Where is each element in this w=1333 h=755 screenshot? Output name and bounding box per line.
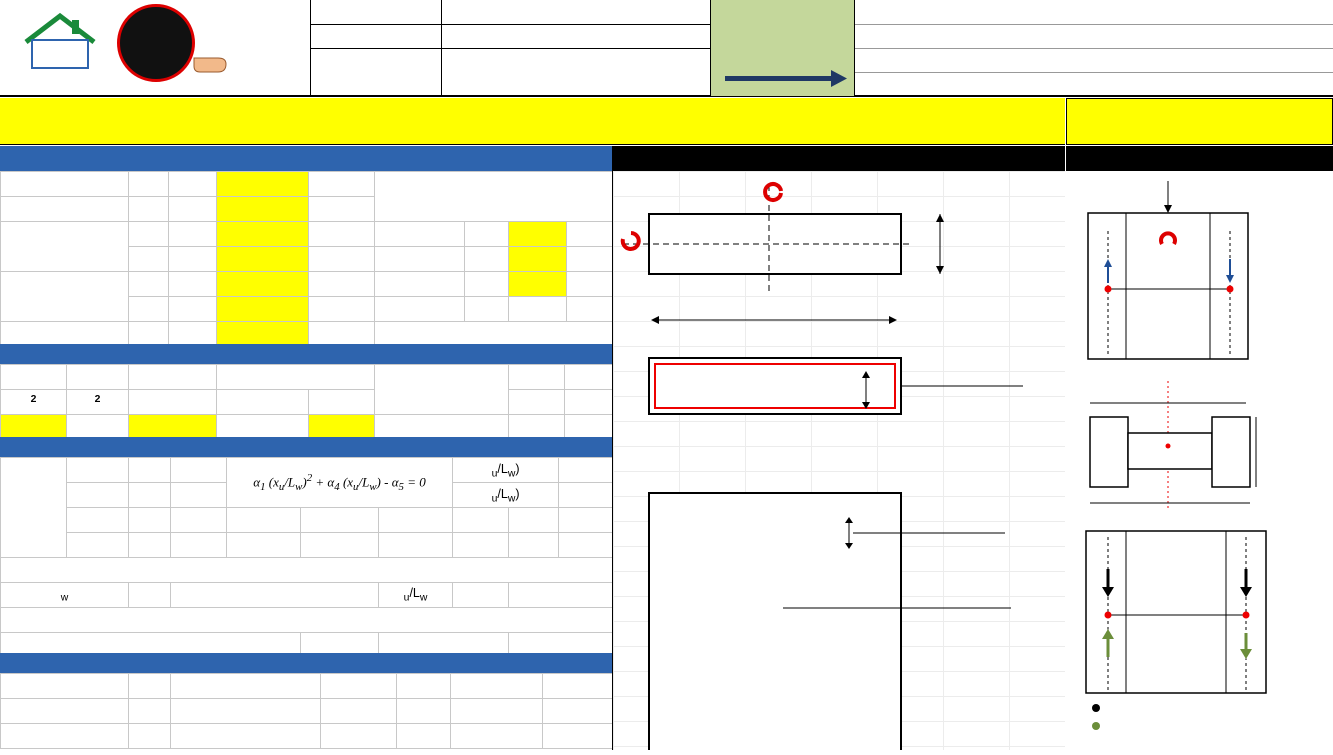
major-table — [0, 457, 613, 658]
shear-force-symbol — [129, 197, 169, 222]
alpha4-symbol — [227, 533, 301, 558]
rebar-header — [375, 365, 509, 415]
astmin-header — [67, 365, 129, 390]
beta-value — [171, 508, 227, 533]
unit-mm2: 2 — [1, 390, 67, 415]
unit-mm2: 2 — [67, 390, 129, 415]
major-heading — [0, 437, 612, 457]
shear-force-input[interactable] — [217, 197, 309, 222]
lw-symbol — [375, 222, 465, 247]
unit-n — [565, 390, 613, 415]
load-diagram-box — [1086, 531, 1266, 693]
design-moment-label — [1, 222, 129, 247]
equals — [465, 297, 509, 322]
xu-lw-label: w — [1, 583, 129, 608]
equals — [301, 508, 379, 533]
cover-input[interactable] — [217, 322, 309, 347]
equals — [169, 297, 217, 322]
header-bar — [0, 0, 1333, 97]
preliminary-table — [0, 171, 613, 347]
title-bar — [0, 98, 1065, 145]
d-label — [397, 699, 451, 724]
red-point — [1227, 286, 1234, 293]
legend-black-dot — [1092, 704, 1100, 712]
numbers-header — [565, 365, 613, 390]
youtube-logo[interactable] — [117, 4, 195, 82]
astmin-value — [67, 415, 129, 440]
equals — [129, 508, 171, 533]
moment-33-symbol — [129, 222, 169, 247]
where-label — [321, 674, 397, 699]
grades-label — [1, 272, 129, 322]
equals — [465, 222, 509, 247]
root2-label: $_u/L_w$) — [453, 483, 559, 508]
equals — [301, 533, 379, 558]
empty-cell — [375, 322, 613, 347]
rebar-value — [375, 415, 509, 440]
equals — [169, 247, 217, 272]
ssc-logo[interactable] — [22, 12, 98, 72]
equals — [453, 583, 509, 608]
unit — [309, 297, 375, 322]
phi-value — [171, 483, 227, 508]
b-unit — [543, 674, 613, 699]
pu-fck-value — [171, 699, 321, 724]
alpha2-value — [379, 508, 453, 533]
quadratic-equation: $\alpha_1$ $(x_u/L_w)^2 + \alpha_4$ $(x_u/L_w) - \alpha_5 = 0$ — [227, 458, 453, 508]
height-symbol — [375, 297, 465, 322]
software-list — [855, 0, 1065, 96]
alpha3-symbol — [453, 508, 509, 533]
equals — [465, 247, 509, 272]
lambda-symbol — [67, 458, 129, 483]
equals — [129, 458, 171, 483]
equals — [129, 674, 171, 699]
dprime-d-value — [171, 724, 321, 749]
root1-value — [559, 458, 613, 483]
dprime-unit — [543, 724, 613, 749]
web — [1128, 433, 1212, 469]
arrow-right-icon — [725, 70, 847, 88]
xu-lw-value — [171, 583, 379, 608]
unit-percent — [509, 390, 565, 415]
numbers-value — [565, 415, 613, 440]
unit — [567, 272, 613, 297]
drawing-area — [613, 171, 1065, 750]
beta-symbol — [67, 508, 129, 533]
root1-label: $_u/L_w$) — [453, 458, 559, 483]
unit — [309, 222, 375, 247]
unit — [309, 197, 375, 222]
moment-22-symbol — [129, 247, 169, 272]
case-result — [1, 608, 613, 633]
pt-header — [509, 365, 565, 390]
d-unit — [543, 699, 613, 724]
req-header — [217, 390, 309, 415]
decide-case-text — [1, 558, 613, 583]
equals — [509, 533, 559, 558]
axial-load-symbol — [129, 172, 169, 197]
fck-symbol — [129, 272, 169, 297]
wall-elevation-rect — [649, 493, 901, 750]
empty-cell — [321, 699, 397, 724]
prov-input[interactable] — [309, 415, 375, 440]
dprime-label — [397, 724, 451, 749]
root2-value — [559, 483, 613, 508]
alpha5-value — [559, 533, 613, 558]
equals — [169, 197, 217, 222]
equals — [169, 172, 217, 197]
pt-value — [509, 415, 565, 440]
equals — [169, 272, 217, 297]
house-logo-icon — [22, 12, 98, 72]
alpha1-symbol — [67, 533, 129, 558]
moment-22-input[interactable] — [217, 247, 309, 272]
minor-table — [0, 673, 613, 749]
flange-left — [1090, 417, 1128, 487]
tw-symbol — [375, 247, 465, 272]
unit — [309, 272, 375, 297]
equals — [129, 724, 171, 749]
minor-heading — [0, 653, 612, 673]
clear-cover-label — [1, 322, 129, 347]
equals — [129, 483, 171, 508]
unit — [567, 297, 613, 322]
hw-symbol — [375, 272, 465, 297]
lambda-value — [171, 458, 227, 483]
title-bar-right — [1066, 98, 1333, 145]
pointing-hand-icon — [192, 48, 232, 76]
equals — [169, 222, 217, 247]
axial-load-label — [1, 172, 129, 197]
tw-input[interactable] — [509, 247, 567, 272]
vertical-heading — [0, 344, 612, 364]
height-value — [509, 297, 567, 322]
d-value — [451, 699, 543, 724]
alpha3-value — [559, 508, 613, 533]
dia-header — [129, 365, 217, 390]
legend-green-dot — [1092, 722, 1100, 730]
xustar-value — [509, 583, 613, 608]
fck-input[interactable] — [217, 272, 309, 297]
prov-header — [309, 390, 375, 415]
astreq-value — [1, 415, 67, 440]
pt-fck-value — [171, 674, 321, 699]
dprime-value — [451, 724, 543, 749]
pt-fck-label — [1, 674, 129, 699]
moment-arrow-icon — [765, 184, 781, 200]
shear-force-label — [1, 197, 129, 222]
req-value — [217, 415, 309, 440]
axial-load-input[interactable] — [217, 172, 309, 197]
phi-symbol — [67, 483, 129, 508]
unit — [567, 247, 613, 272]
right-diagram-panel — [1066, 171, 1333, 750]
unit — [567, 222, 613, 247]
dia-input[interactable] — [129, 415, 217, 440]
equals — [509, 508, 559, 533]
b-label — [397, 674, 451, 699]
unit-mm — [129, 390, 217, 415]
section-size-title — [375, 172, 613, 222]
equals — [129, 533, 171, 558]
alpha5-symbol — [453, 533, 509, 558]
fy-input[interactable] — [217, 297, 309, 322]
vertical-table — [0, 364, 613, 440]
shear-wall-drawing — [613, 171, 1065, 750]
alpha4-value — [379, 533, 453, 558]
unit — [309, 322, 375, 347]
red-point — [1105, 286, 1112, 293]
rebar-section-rect — [649, 358, 901, 414]
empty-cell — [321, 724, 397, 749]
fy-symbol — [129, 297, 169, 322]
unit — [309, 247, 375, 272]
unit — [309, 172, 375, 197]
alpha2-symbol — [227, 508, 301, 533]
lw-input[interactable] — [509, 222, 567, 247]
xustar-label: $_u/L_w$ — [379, 583, 453, 608]
hw-input[interactable] — [509, 272, 567, 297]
design-constants-label — [1, 458, 67, 558]
spacing-header — [217, 365, 375, 390]
alpha1-value — [171, 533, 227, 558]
flange-right — [1212, 417, 1250, 487]
cover-symbol — [129, 322, 169, 347]
training-button[interactable] — [711, 0, 854, 96]
pu-fck-label — [1, 699, 129, 724]
equals — [129, 699, 171, 724]
load-diagrams — [1066, 171, 1333, 750]
about-axis-label — [1, 247, 129, 272]
equals — [465, 272, 509, 297]
equals — [129, 583, 171, 608]
moment-33-input[interactable] — [217, 222, 309, 247]
b-value — [451, 674, 543, 699]
equals — [169, 322, 217, 347]
moment-arrow-icon — [623, 233, 639, 249]
dprime-d-label — [1, 724, 129, 749]
astreq-header — [1, 365, 67, 390]
preliminary-heading — [0, 146, 612, 171]
